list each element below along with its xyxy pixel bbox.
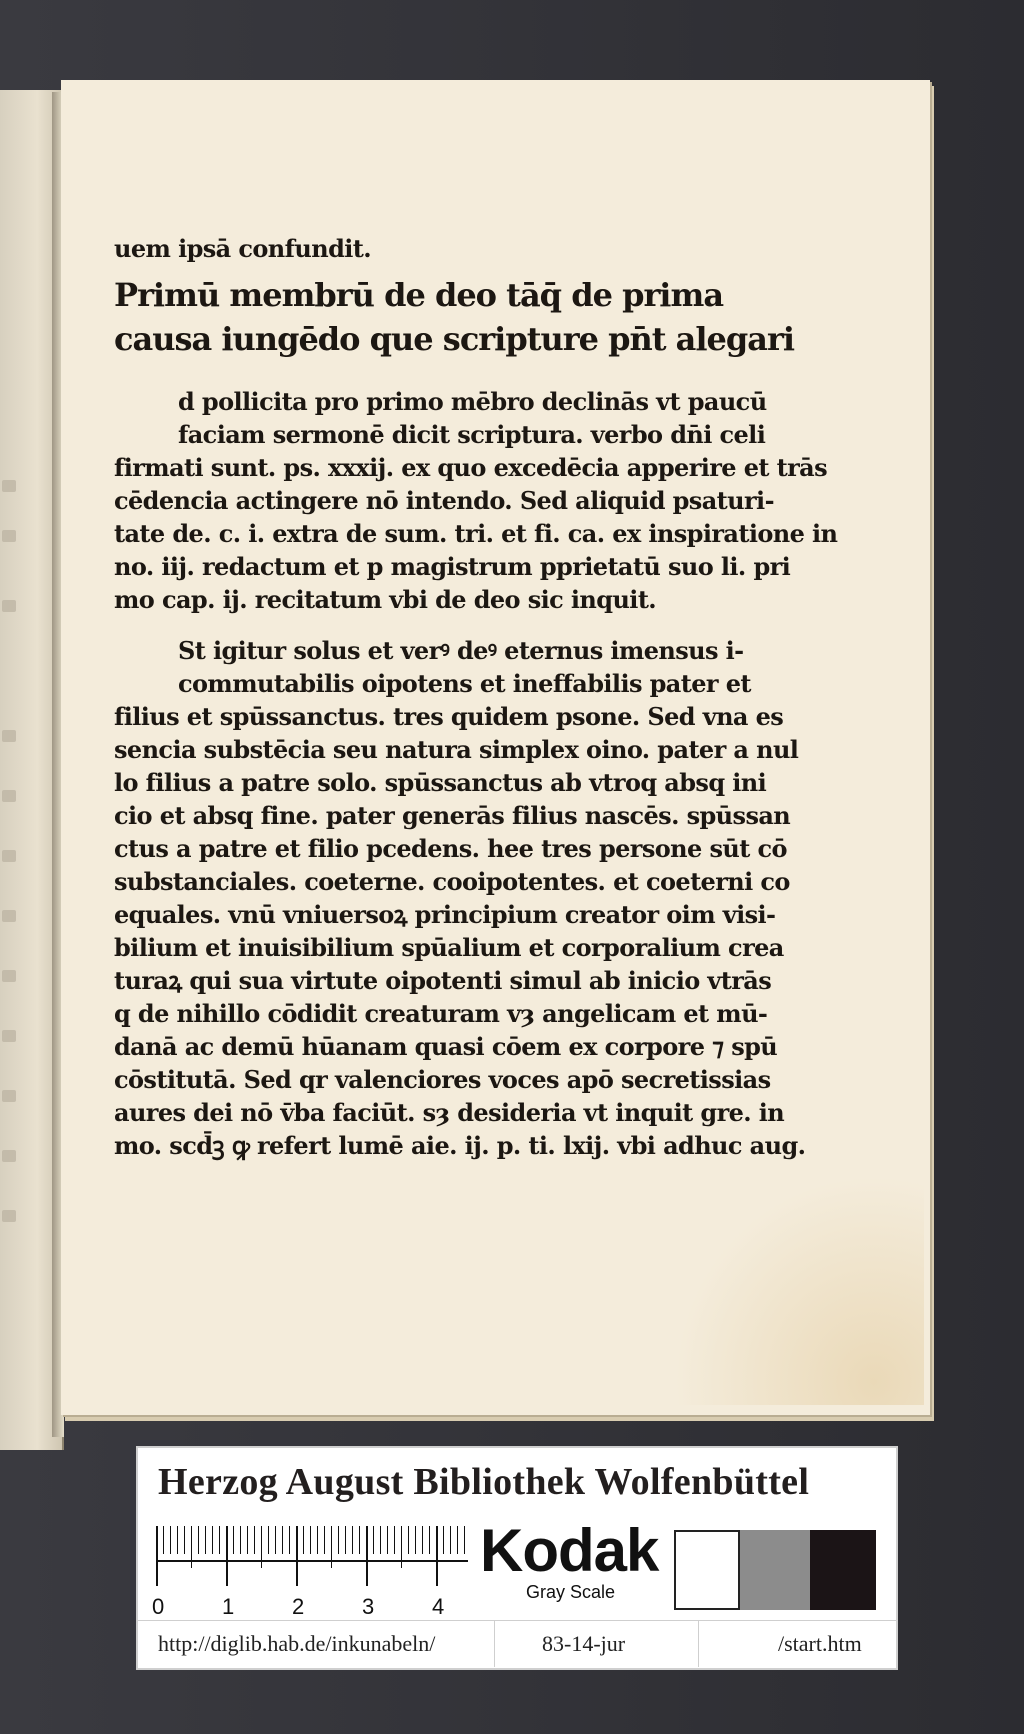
text-line: cio et absq̧ fine. pater generās filius nascēs. spūssan — [114, 801, 791, 830]
paragraph-gap — [114, 616, 720, 634]
ruler-tick — [156, 1526, 158, 1586]
ruler-number: 2 — [292, 1594, 305, 1619]
url-base: http://diglib.hab.de/inkunabeln/ — [158, 1631, 436, 1656]
text-line: bilium et inuisibilium spūalium et corporalium crea — [114, 933, 784, 962]
ruler-tick — [191, 1526, 192, 1568]
text-line: lo filius a patre solo. spūssanctus ab vtroq̧ absq̧ ini — [114, 768, 767, 797]
text-line: sencia substēcia seu natura simplex oino. pater a nul — [114, 735, 799, 764]
text-line: cōstitutā. Sed qr valenciores voces apō secretissias — [114, 1065, 771, 1094]
text-line: q̧ de nihillo cōdidit creaturam vȝ angelicam et mū- — [114, 999, 768, 1028]
ruler-tick — [429, 1526, 430, 1554]
ruler-tick — [436, 1526, 438, 1586]
text-line: uem ipsā confundit. — [114, 234, 372, 263]
bleed-mark — [2, 1030, 16, 1042]
gray-swatch — [740, 1530, 810, 1610]
ruler-tick — [345, 1526, 346, 1554]
bleed-mark — [2, 850, 16, 862]
ruler-tick — [317, 1526, 318, 1554]
ruler-tick — [352, 1526, 353, 1554]
ruler-tick — [261, 1526, 262, 1568]
ruler-tick — [338, 1526, 339, 1554]
ruler-tick — [170, 1526, 171, 1554]
ruler-tick — [457, 1526, 458, 1554]
url-divider — [698, 1621, 699, 1667]
ruler-tick — [254, 1526, 255, 1554]
ruler-tick — [359, 1526, 360, 1554]
ruler-tick — [240, 1526, 241, 1554]
ruler-number: 0 — [152, 1594, 165, 1619]
ruler-tick — [289, 1526, 290, 1554]
url-suffix: /start.htm — [778, 1631, 862, 1656]
ruler-tick — [331, 1526, 332, 1568]
ruler-tick — [233, 1526, 234, 1554]
bleed-mark — [2, 480, 16, 492]
bleed-mark — [2, 910, 16, 922]
ruler-tick — [275, 1526, 276, 1554]
ruler-tick — [247, 1526, 248, 1554]
text-line: turaꝝ qui sua virtute oipotenti simul ab inicio vtrās — [114, 966, 772, 995]
ruler-tick — [408, 1526, 409, 1554]
ruler-tick — [443, 1526, 444, 1554]
text-line: no. iij. redactum et p magistrum pprietatū suo li. pri — [114, 552, 791, 581]
text-line: faciam sermonē dicit scriptura. verbo dn̄i celi — [178, 420, 766, 449]
ruler-number: 3 — [362, 1594, 375, 1619]
text-line: mo cap. ij. recitatum vbi de deo sic inquit. — [114, 585, 657, 614]
text-line: equales. vnū vniuersoꝝ principium creator oim visi- — [114, 900, 776, 929]
ruler-tick — [422, 1526, 423, 1554]
url-row — [138, 1620, 896, 1667]
ruler-tick — [464, 1526, 465, 1554]
gray-scale-label: Gray Scale — [526, 1582, 616, 1602]
ruler-tick — [380, 1526, 381, 1554]
bleed-mark — [2, 790, 16, 802]
bleed-mark — [2, 600, 16, 612]
ruler-tick — [296, 1526, 298, 1586]
ruler-tick — [303, 1526, 304, 1554]
text-line: tate de. c. i. extra de sum. tri. et fi. ca. ex inspiratione in — [114, 519, 838, 548]
ruler-tick — [387, 1526, 388, 1554]
ruler-number: 4 — [432, 1594, 445, 1619]
ruler-tick — [373, 1526, 374, 1554]
bleed-mark — [2, 1150, 16, 1162]
color-calibration-card — [136, 1446, 898, 1670]
text-line: substanciales. coeterne. cooipotentes. et coeterni co — [114, 867, 790, 896]
bleed-mark — [2, 1210, 16, 1222]
bleed-mark — [2, 530, 16, 542]
ruler-tick — [184, 1526, 185, 1554]
ruler-tick — [282, 1526, 283, 1554]
section-heading: causa iungēdo que scripture pn̄t alegari — [114, 320, 795, 358]
shelfmark: 83-14-jur — [542, 1631, 626, 1656]
section-heading: Primū membrū de deo tāq̄ de prima — [114, 276, 724, 314]
black-swatch — [810, 1530, 876, 1610]
bleed-mark — [2, 1090, 16, 1102]
page-stain — [674, 1175, 924, 1405]
ruler-tick — [366, 1526, 368, 1586]
url-divider — [494, 1621, 495, 1667]
ruler-tick — [163, 1526, 164, 1554]
text-line: St igitur solus et verꝰ deꝰ eternus imensus i- — [178, 636, 744, 665]
measurement-ruler — [152, 1526, 468, 1619]
ruler-tick — [226, 1526, 228, 1586]
white-swatch — [674, 1530, 740, 1610]
ruler-tick — [310, 1526, 311, 1554]
text-line: danā ac demū hūanam quasi cōem ex corpore ⁊ spū — [114, 1032, 778, 1061]
ruler-baseline — [156, 1560, 468, 1562]
library-name: Herzog August Bibliothek Wolfenbüttel — [158, 1461, 810, 1503]
text-line: filius et spūssanctus. tres quidem psone. Sed vna es — [114, 702, 784, 731]
ruler-tick — [450, 1526, 451, 1554]
bleed-mark — [2, 730, 16, 742]
text-line: mo. scd̄ꝫ ꝙ refert lumē aie. ij. p. ti. lxij. vbi adhuc aug. — [114, 1131, 806, 1160]
ruler-tick — [177, 1526, 178, 1554]
ruler-tick — [394, 1526, 395, 1554]
incunabulum-text — [114, 232, 838, 1162]
text-line: aures dei nō v̄ba faciūt. sȝ desideria vt inquit gre. in — [114, 1098, 785, 1127]
ruler-tick — [401, 1526, 402, 1568]
ruler-number: 1 — [222, 1594, 235, 1619]
ruler-tick — [219, 1526, 220, 1554]
ruler-tick — [324, 1526, 325, 1554]
ruler-tick — [205, 1526, 206, 1554]
text-line: commutabilis oipotens et ineffabilis pater et — [178, 669, 751, 698]
ruler-tick — [212, 1526, 213, 1554]
kodak-logo: Kodak — [480, 1517, 659, 1584]
ruler-tick — [198, 1526, 199, 1554]
bleed-mark — [2, 970, 16, 982]
text-line: cēdencia actingere nō intendo. Sed aliquid psaturi- — [114, 486, 774, 515]
text-line: firmati sunt. ps. xxxij. ex quo excedēcia apperire et trās — [114, 453, 828, 482]
ruler-tick — [268, 1526, 269, 1554]
ruler-tick — [415, 1526, 416, 1554]
text-line: d pollicita pro primo mēbro declinās vt paucū — [178, 387, 767, 416]
text-line: ctus a patre et filio pcedens. hee tres persone sūt cō — [114, 834, 787, 863]
